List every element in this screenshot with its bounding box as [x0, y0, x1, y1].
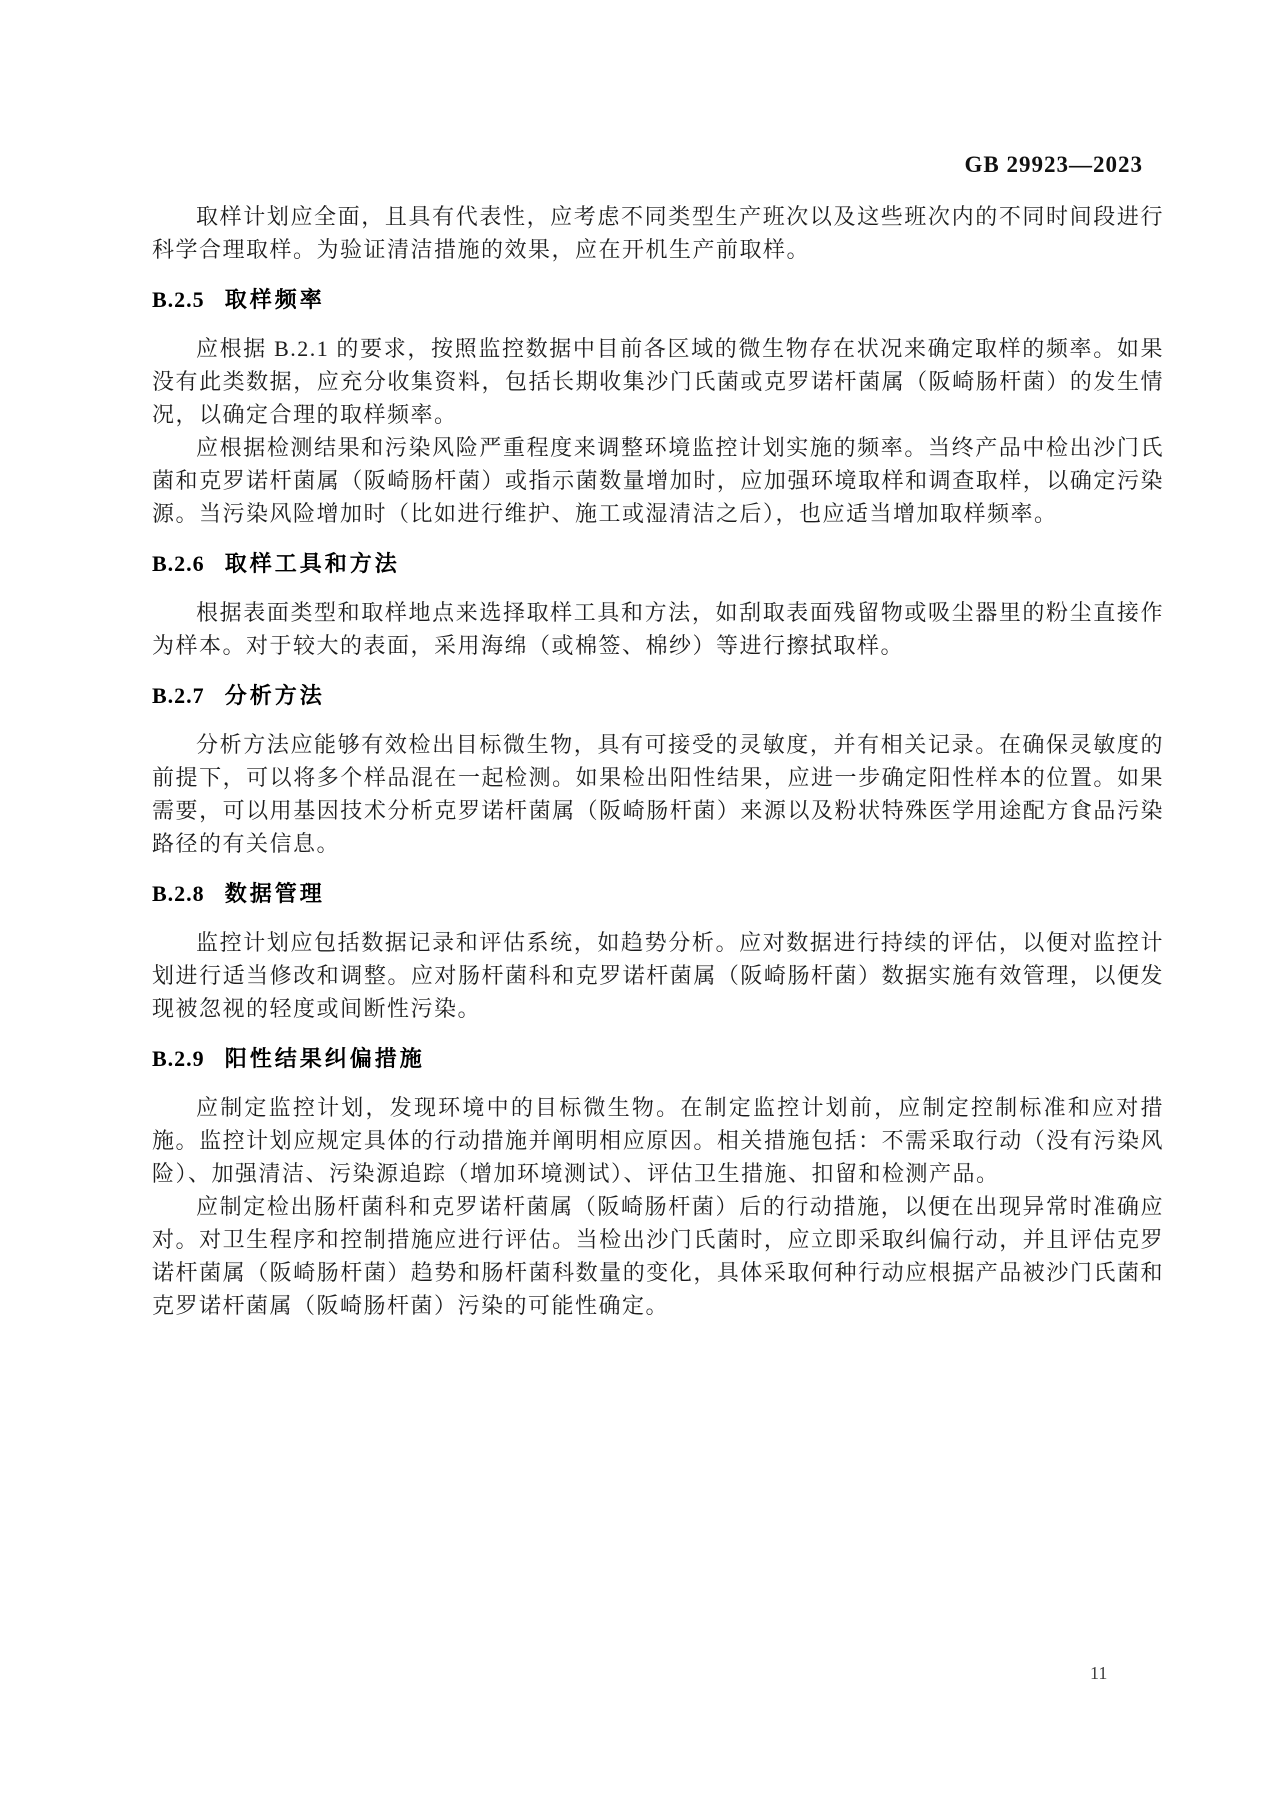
section-heading: [152, 1041, 1164, 1077]
section-number: B.2.9: [152, 1046, 205, 1071]
paragraph: 取样计划应全面，且具有代表性，应考虑不同类型生产班次以及这些班次内的不同时间段进行科学合理取样。为验证清洁措施的效果，应在开机生产前取样。: [152, 204, 1164, 262]
section-heading: [152, 282, 1164, 318]
section-heading: [152, 546, 1164, 582]
section-title: 取样工具和方法: [224, 551, 400, 576]
section-number: B.2.6: [152, 551, 205, 576]
paragraph: 应根据检测结果和污染风险严重程度来调整环境监控计划实施的频率。当终产品中检出沙门氏菌和克罗诺杆菌属（阪崎肠杆菌）或指示菌数量增加时，应加强环境取样和调查取样，以确定污染源。当污染风险增加时（比如进行维护、施工或湿清洁之后），也应适当增加取样频率。: [152, 435, 1164, 526]
paragraph: 应制定监控计划，发现环境中的目标微生物。在制定监控计划前，应制定控制标准和应对措施。监控计划应规定具体的行动措施并阐明相应原因。相关措施包括：不需采取行动（没有污染风险）、加强清洁、污染源追踪（增加环境测试）、评估卫生措施、扣留和检测产品。: [152, 1095, 1164, 1186]
section-number: B.2.5: [152, 287, 205, 312]
page-number: 11: [1090, 1663, 1108, 1683]
section-title: 取样频率: [224, 287, 325, 312]
paragraph: 根据表面类型和取样地点来选择取样工具和方法，如刮取表面残留物或吸尘器里的粉尘直接作为样本。对于较大的表面，采用海绵（或棉签、棉纱）等进行擦拭取样。: [152, 600, 1164, 658]
section-heading: [152, 678, 1164, 714]
section-heading: [152, 876, 1164, 912]
paragraph: 分析方法应能够有效检出目标微生物，具有可接受的灵敏度，并有相关记录。在确保灵敏度的前提下，可以将多个样品混在一起检测。如果检出阳性结果，应进一步确定阳性样本的位置。如果需要，可以用基因技术分析克罗诺杆菌属（阪崎肠杆菌）来源以及粉状特殊医学用途配方食品污染路径的有关信息。: [152, 732, 1164, 856]
paragraph: 监控计划应包括数据记录和评估系统，如趋势分析。应对数据进行持续的评估，以便对监控计划进行适当修改和调整。应对肠杆菌科和克罗诺杆菌属（阪崎肠杆菌）数据实施有效管理，以便发现被忽视的轻度或间断性污染。: [152, 930, 1164, 1021]
section-title: 数据管理: [224, 881, 325, 906]
section-number: B.2.7: [152, 683, 205, 708]
section-number: B.2.8: [152, 881, 205, 906]
document-content: [152, 200, 1164, 1322]
paragraph: 应制定检出肠杆菌科和克罗诺杆菌属（阪崎肠杆菌）后的行动措施，以便在出现异常时准确应对。对卫生程序和控制措施应进行评估。当检出沙门氏菌时，应立即采取纠偏行动，并且评估克罗诺杆菌属（阪崎肠杆菌）趋势和肠杆菌科数量的变化，具体采取何种行动应根据产品被沙门氏菌和克罗诺杆菌属（阪崎肠杆菌）污染的可能性确定。: [152, 1194, 1164, 1318]
section-title: 分析方法: [224, 683, 325, 708]
paragraph: 应根据 B.2.1 的要求，按照监控数据中目前各区域的微生物存在状况来确定取样的频率。如果没有此类数据，应充分收集资料，包括长期收集沙门氏菌或克罗诺杆菌属（阪崎肠杆菌）的发生情况，以确定合理的取样频率。: [152, 336, 1164, 427]
section-title: 阳性结果纠偏措施: [224, 1046, 425, 1071]
standard-number-header: GB 29923—2023: [964, 152, 1143, 177]
